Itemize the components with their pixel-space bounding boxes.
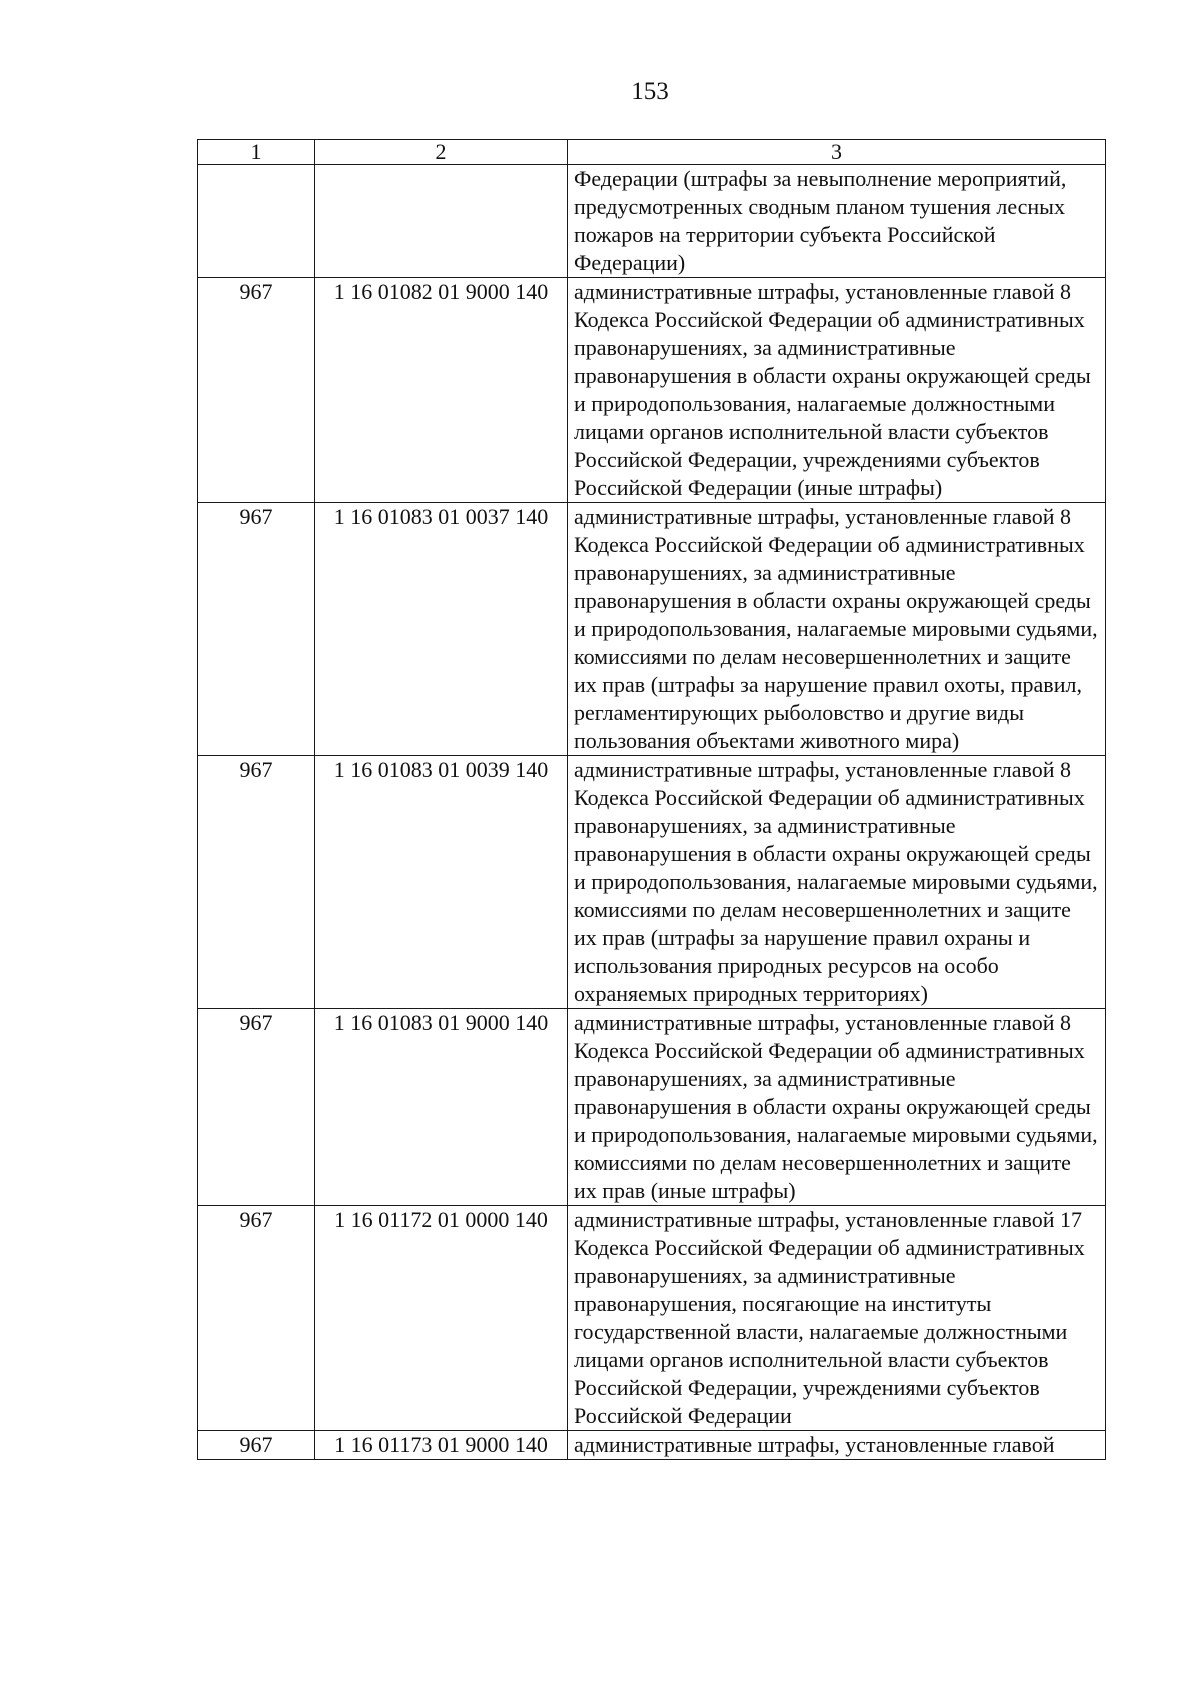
- header-col-2: 2: [315, 140, 568, 165]
- description-cell: административные штрафы, установленные главой: [568, 1431, 1106, 1460]
- description-cell: Федерации (штрафы за невыполнение мероприятий, предусмотренных сводным планом тушения лесных пожаров на территории субъекта Российской Федерации): [568, 165, 1106, 278]
- description-cell: административные штрафы, установленные главой 8 Кодекса Российской Федерации об административных правонарушениях, за административные правонарушения в области охраны окружающей среды и природопользования, налагаемые мировыми судьями, комиссиями по делам несовершеннолетних и защите их прав (штрафы за нарушение правил охраны и использования природных ресурсов на особо охраняемых природных территориях): [568, 756, 1106, 1009]
- budget-code-cell: 1 16 01173 01 9000 140: [315, 1431, 568, 1460]
- budget-code-cell: 1 16 01082 01 9000 140: [315, 278, 568, 503]
- header-col-3: 3: [568, 140, 1106, 165]
- table-row: [198, 165, 1106, 278]
- budget-code-cell: [315, 165, 568, 278]
- table-row: [198, 1009, 1106, 1206]
- table-row: [198, 503, 1106, 756]
- admin-code-cell: 967: [198, 1009, 315, 1206]
- budget-code-cell: 1 16 01172 01 0000 140: [315, 1206, 568, 1431]
- budget-code-cell: 1 16 01083 01 0037 140: [315, 503, 568, 756]
- admin-code-cell: 967: [198, 503, 315, 756]
- description-cell: административные штрафы, установленные главой 8 Кодекса Российской Федерации об административных правонарушениях, за административные правонарушения в области охраны окружающей среды и природопользования, налагаемые мировыми судьями, комиссиями по делам несовершеннолетних и защите их прав (иные штрафы): [568, 1009, 1106, 1206]
- budget-code-cell: 1 16 01083 01 9000 140: [315, 1009, 568, 1206]
- admin-code-cell: [198, 165, 315, 278]
- budget-classification-table: [197, 139, 1106, 1460]
- table-row: [198, 756, 1106, 1009]
- table-row: [198, 1431, 1106, 1460]
- table-row: [198, 1206, 1106, 1431]
- admin-code-cell: 967: [198, 1431, 315, 1460]
- admin-code-cell: 967: [198, 278, 315, 503]
- page-number: 153: [631, 78, 669, 105]
- admin-code-cell: 967: [198, 1206, 315, 1431]
- table-row: [198, 278, 1106, 503]
- description-cell: административные штрафы, установленные главой 17 Кодекса Российской Федерации об административных правонарушениях, за административные правонарушения, посягающие на институты государственной власти, налагаемые должностными лицами органов исполнительной власти субъектов Российской Федерации, учреждениями субъектов Российской Федерации: [568, 1206, 1106, 1431]
- table-header-row: [198, 140, 1106, 165]
- admin-code-cell: 967: [198, 756, 315, 1009]
- description-cell: административные штрафы, установленные главой 8 Кодекса Российской Федерации об административных правонарушениях, за административные правонарушения в области охраны окружающей среды и природопользования, налагаемые должностными лицами органов исполнительной власти субъектов Российской Федерации, учреждениями субъектов Российской Федерации (иные штрафы): [568, 278, 1106, 503]
- header-col-1: 1: [198, 140, 315, 165]
- description-cell: административные штрафы, установленные главой 8 Кодекса Российской Федерации об административных правонарушениях, за административные правонарушения в области охраны окружающей среды и природопользования, налагаемые мировыми судьями, комиссиями по делам несовершеннолетних и защите их прав (штрафы за нарушение правил охоты, правил, регламентирующих рыболовство и другие виды пользования объектами животного мира): [568, 503, 1106, 756]
- budget-code-cell: 1 16 01083 01 0039 140: [315, 756, 568, 1009]
